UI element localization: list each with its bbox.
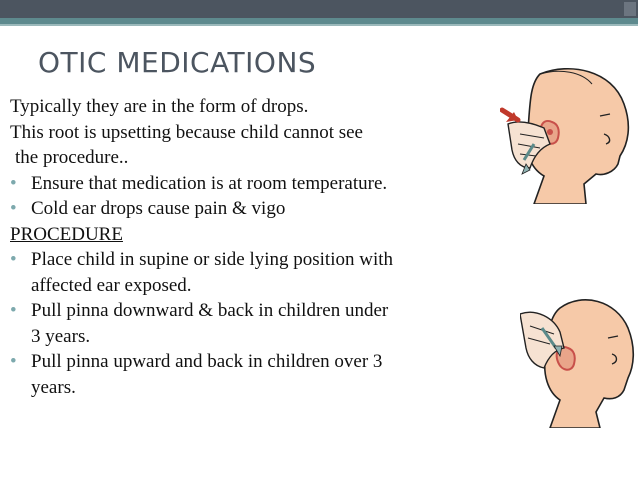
bullet-text-cont: years. (31, 376, 76, 398)
accent-line (0, 24, 638, 26)
bullet-text-cont: affected ear exposed. (31, 274, 192, 296)
bullet-icon: • (10, 300, 17, 321)
bullet-text-cont: 3 years. (31, 325, 91, 347)
intro-line: the procedure.. (15, 147, 129, 168)
intro-line: Typically they are in the form of drops. (10, 96, 309, 117)
bullet-item (10, 196, 570, 222)
bullet-text: Place child in supine or side lying position with (31, 249, 394, 270)
bullet-text: Cold ear drops cause pain & vigo (31, 198, 286, 219)
corner-block (624, 2, 636, 16)
bullet-item (10, 349, 570, 400)
bullet-text: Pull pinna upward and back in children over 3 (31, 351, 383, 372)
bullet-text: Pull pinna downward & back in children under (31, 300, 389, 321)
top-banner (0, 0, 638, 18)
procedure-heading: PROCEDURE (10, 223, 123, 245)
bullet-item (10, 298, 570, 349)
slide-title: OTIC MEDICATIONS (38, 46, 317, 79)
bullet-icon: • (10, 198, 17, 219)
slide-body (10, 94, 570, 400)
bullet-icon: • (10, 249, 17, 270)
bullet-item (10, 171, 570, 197)
bullet-item (10, 247, 570, 298)
bullet-icon: • (10, 172, 17, 194)
bullet-text: Ensure that medication is at room temperature. (31, 172, 388, 194)
intro-line: This root is upsetting because child cannot see (10, 121, 363, 143)
bullet-icon: • (10, 351, 17, 372)
